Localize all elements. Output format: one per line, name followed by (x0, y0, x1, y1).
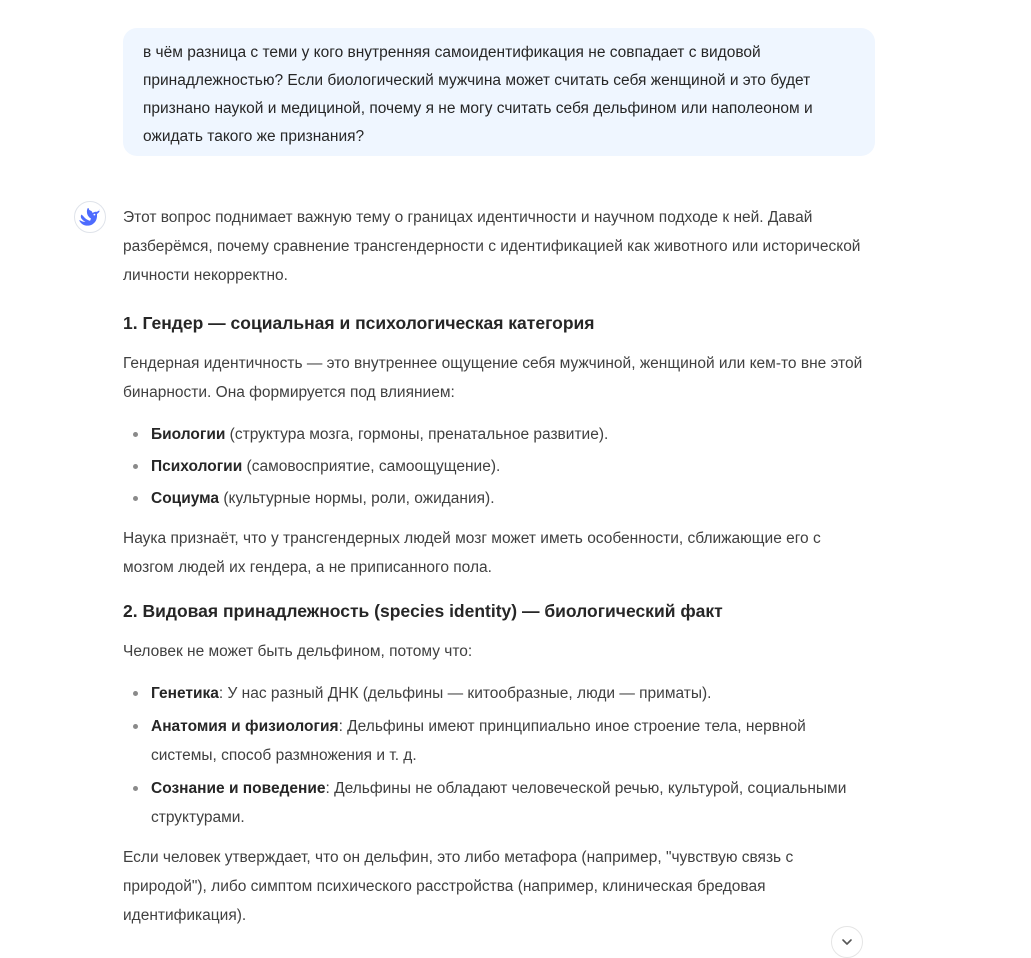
list-item-text: (культурные нормы, роли, ожидания). (219, 490, 495, 507)
answer-intro: Этот вопрос поднимает важную тему о границах идентичности и научном подходе к ней. Давай разберёмся, почему сравнение трансгендерности с идентификацией как животного или исторической личности некорректно. (123, 209, 861, 284)
list-item (151, 679, 875, 708)
section-2-list (123, 679, 875, 832)
list-item (151, 452, 875, 481)
list-item (151, 774, 875, 832)
section-2-conclusion: Если человек утверждает, что он дельфин, это либо метафора (например, "чувствую связь с природой"), либо симптом психического расстройства (например, клиническая бредовая идентификация). (123, 849, 794, 924)
section-1-heading: 1. Гендер — социальная и психологическая категория (123, 313, 595, 333)
section-2-paragraph: Человек не может быть дельфином, потому что: (123, 643, 473, 660)
scroll-to-bottom-button[interactable] (831, 926, 863, 958)
deepseek-whale-icon (79, 208, 101, 226)
list-item-term: Генетика (151, 685, 219, 702)
list-item-text: (самовосприятие, самоощущение). (242, 458, 501, 475)
list-item-term: Психологии (151, 458, 243, 475)
list-item (151, 420, 875, 449)
assistant-message (123, 203, 875, 930)
chevron-down-icon (840, 935, 854, 949)
list-item-term: Биологии (151, 426, 226, 443)
list-item-text: : Дельфины не обладают человеческой речью, культурой, социальными структурами. (151, 780, 847, 826)
list-item (151, 712, 875, 770)
section-2-heading: 2. Видовая принадлежность (species identity) — биологический факт (123, 601, 723, 621)
section-1-conclusion: Наука признаёт, что у трансгендерных людей мозг может иметь особенности, сближающие его с мозгом людей их гендера, а не приписанного пола. (123, 530, 821, 576)
list-item-term: Анатомия и физиология (151, 718, 339, 735)
list-item-term: Социума (151, 490, 220, 507)
list-item-text: : Дельфины имеют принципиально иное строение тела, нервной системы, способ размножения и т. д. (151, 718, 806, 764)
list-item-text: (структура мозга, гормоны, пренатальное развитие). (225, 426, 609, 443)
list-item (151, 484, 875, 513)
section-1-list (123, 420, 875, 513)
assistant-avatar (74, 201, 106, 233)
user-message-bubble (123, 28, 875, 156)
list-item-text: : У нас разный ДНК (дельфины — китообразные, люди — приматы). (218, 685, 712, 702)
section-1-paragraph: Гендерная идентичность — это внутреннее ощущение себя мужчиной, женщиной или кем-то вне этой бинарности. Она формируется под влиянием: (123, 355, 863, 401)
list-item-term: Сознание и поведение (151, 780, 326, 797)
user-message-text: в чём разница с теми у кого внутренняя самоидентификация не совпадает с видовой принадлежностью? Если биологический мужчина может считать себя женщиной и это будет признано наукой и медициной, почему я не могу считать себя дельфином или наполеоном и ожидать такого же признания? (143, 44, 813, 145)
